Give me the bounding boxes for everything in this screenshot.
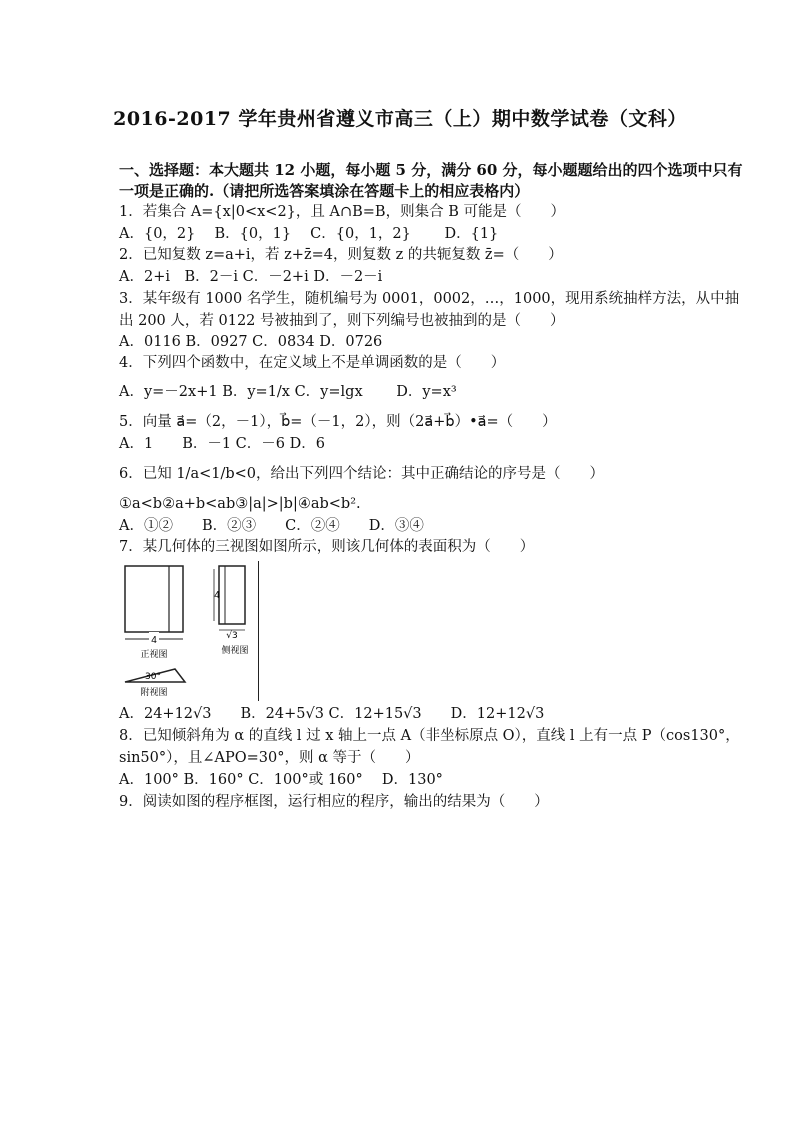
question-3-line-2: 出 200 人，若 0122 号被抽到了，则下列编号也被抽到的是（ ）: [119, 313, 565, 329]
front-view-rect: [125, 566, 183, 632]
question-6: 6．已知 1/a<1/b<0，给出下列四个结论：其中正确结论的序号是（ ）: [119, 466, 605, 482]
exam-title: 2016-2017 学年贵州省遵义市高三（上）期中数学试卷（文科）: [113, 108, 687, 130]
three-view-figure: [119, 561, 259, 701]
side-view-rect: [219, 566, 245, 624]
question-2-options: A．2+i B．2－i C．－2+i D．－2－i: [119, 269, 383, 285]
question-6-options: A．①② B．②③ C．②④ D．③④: [119, 518, 424, 534]
question-1: 1．若集合 A={x|0<x<2}，且 A∩B=B，则集合 B 可能是（ ）: [119, 204, 565, 220]
question-7-options: A．24+12√3 B．24+5√3 C．12+15√3 D．12+12√3: [119, 706, 545, 722]
side-width-label: √3: [226, 631, 238, 641]
question-8-line-1: 8．已知倾斜角为 α 的直线 l 过 x 轴上一点 A（非坐标原点 O），直线 l 上有一点 P（cos130°，: [119, 728, 740, 744]
section-header-line-2: 一项是正确的.（请把所选答案填涂在答题卡上的相应表格内）: [119, 182, 530, 200]
side-height-label: 4: [214, 590, 220, 601]
question-4-options: A．y=－2x+1 B．y=1/x C．y=lgx D．y=x³: [119, 384, 457, 400]
section-header-line-1: 一、选择题：本大题共 12 小题，每小题 5 分，满分 60 分，每小题题给出的四个选项中只有: [119, 161, 743, 179]
angle-label: 30°: [145, 672, 161, 682]
question-8-line-2: sin50°），且∠APO=30°，则 α 等于（ ）: [119, 750, 420, 766]
question-4: 4．下列四个函数中，在定义域上不是单调函数的是（ ）: [119, 355, 506, 371]
question-5-options: A．1 B．－1 C．－6 D．6: [119, 436, 325, 452]
front-dim-label: 4: [151, 635, 157, 646]
question-1-options: A．{0，2} B．{0，1} C．{0，1，2} D．{1}: [119, 226, 499, 242]
question-5: 5．向量 a⃗=（2，－1），b⃗=（－1，2），则（2a⃗+b⃗）•a⃗=（ ）: [119, 414, 557, 430]
question-7: 7．某几何体的三视图如图所示，则该几何体的表面积为（ ）: [119, 539, 535, 555]
question-3-line-1: 3．某年级有 1000 名学生，随机编号为 0001，0002，…，1000，现用系统抽样方法，从中抽: [119, 291, 740, 307]
question-8-options: A．100° B．160° C．100°或 160° D．130°: [119, 772, 443, 788]
three-view-drawing: [119, 561, 258, 701]
question-3-options: A．0116 B．0927 C．0834 D．0726: [119, 334, 383, 350]
top-view-label: 附视图: [140, 688, 168, 698]
question-6-statements: ①a<b②a+b<ab③|a|>|b|④ab<b².: [119, 496, 361, 512]
front-view-label: 正视图: [140, 650, 168, 660]
question-9: 9．阅读如图的程序框图，运行相应的程序，输出的结果为（ ）: [119, 794, 549, 810]
question-2: 2．已知复数 z=a+i，若 z+z̄=4，则复数 z 的共轭复数 z̄=（ ）: [119, 247, 563, 263]
side-view-label: 侧视图: [221, 646, 249, 656]
